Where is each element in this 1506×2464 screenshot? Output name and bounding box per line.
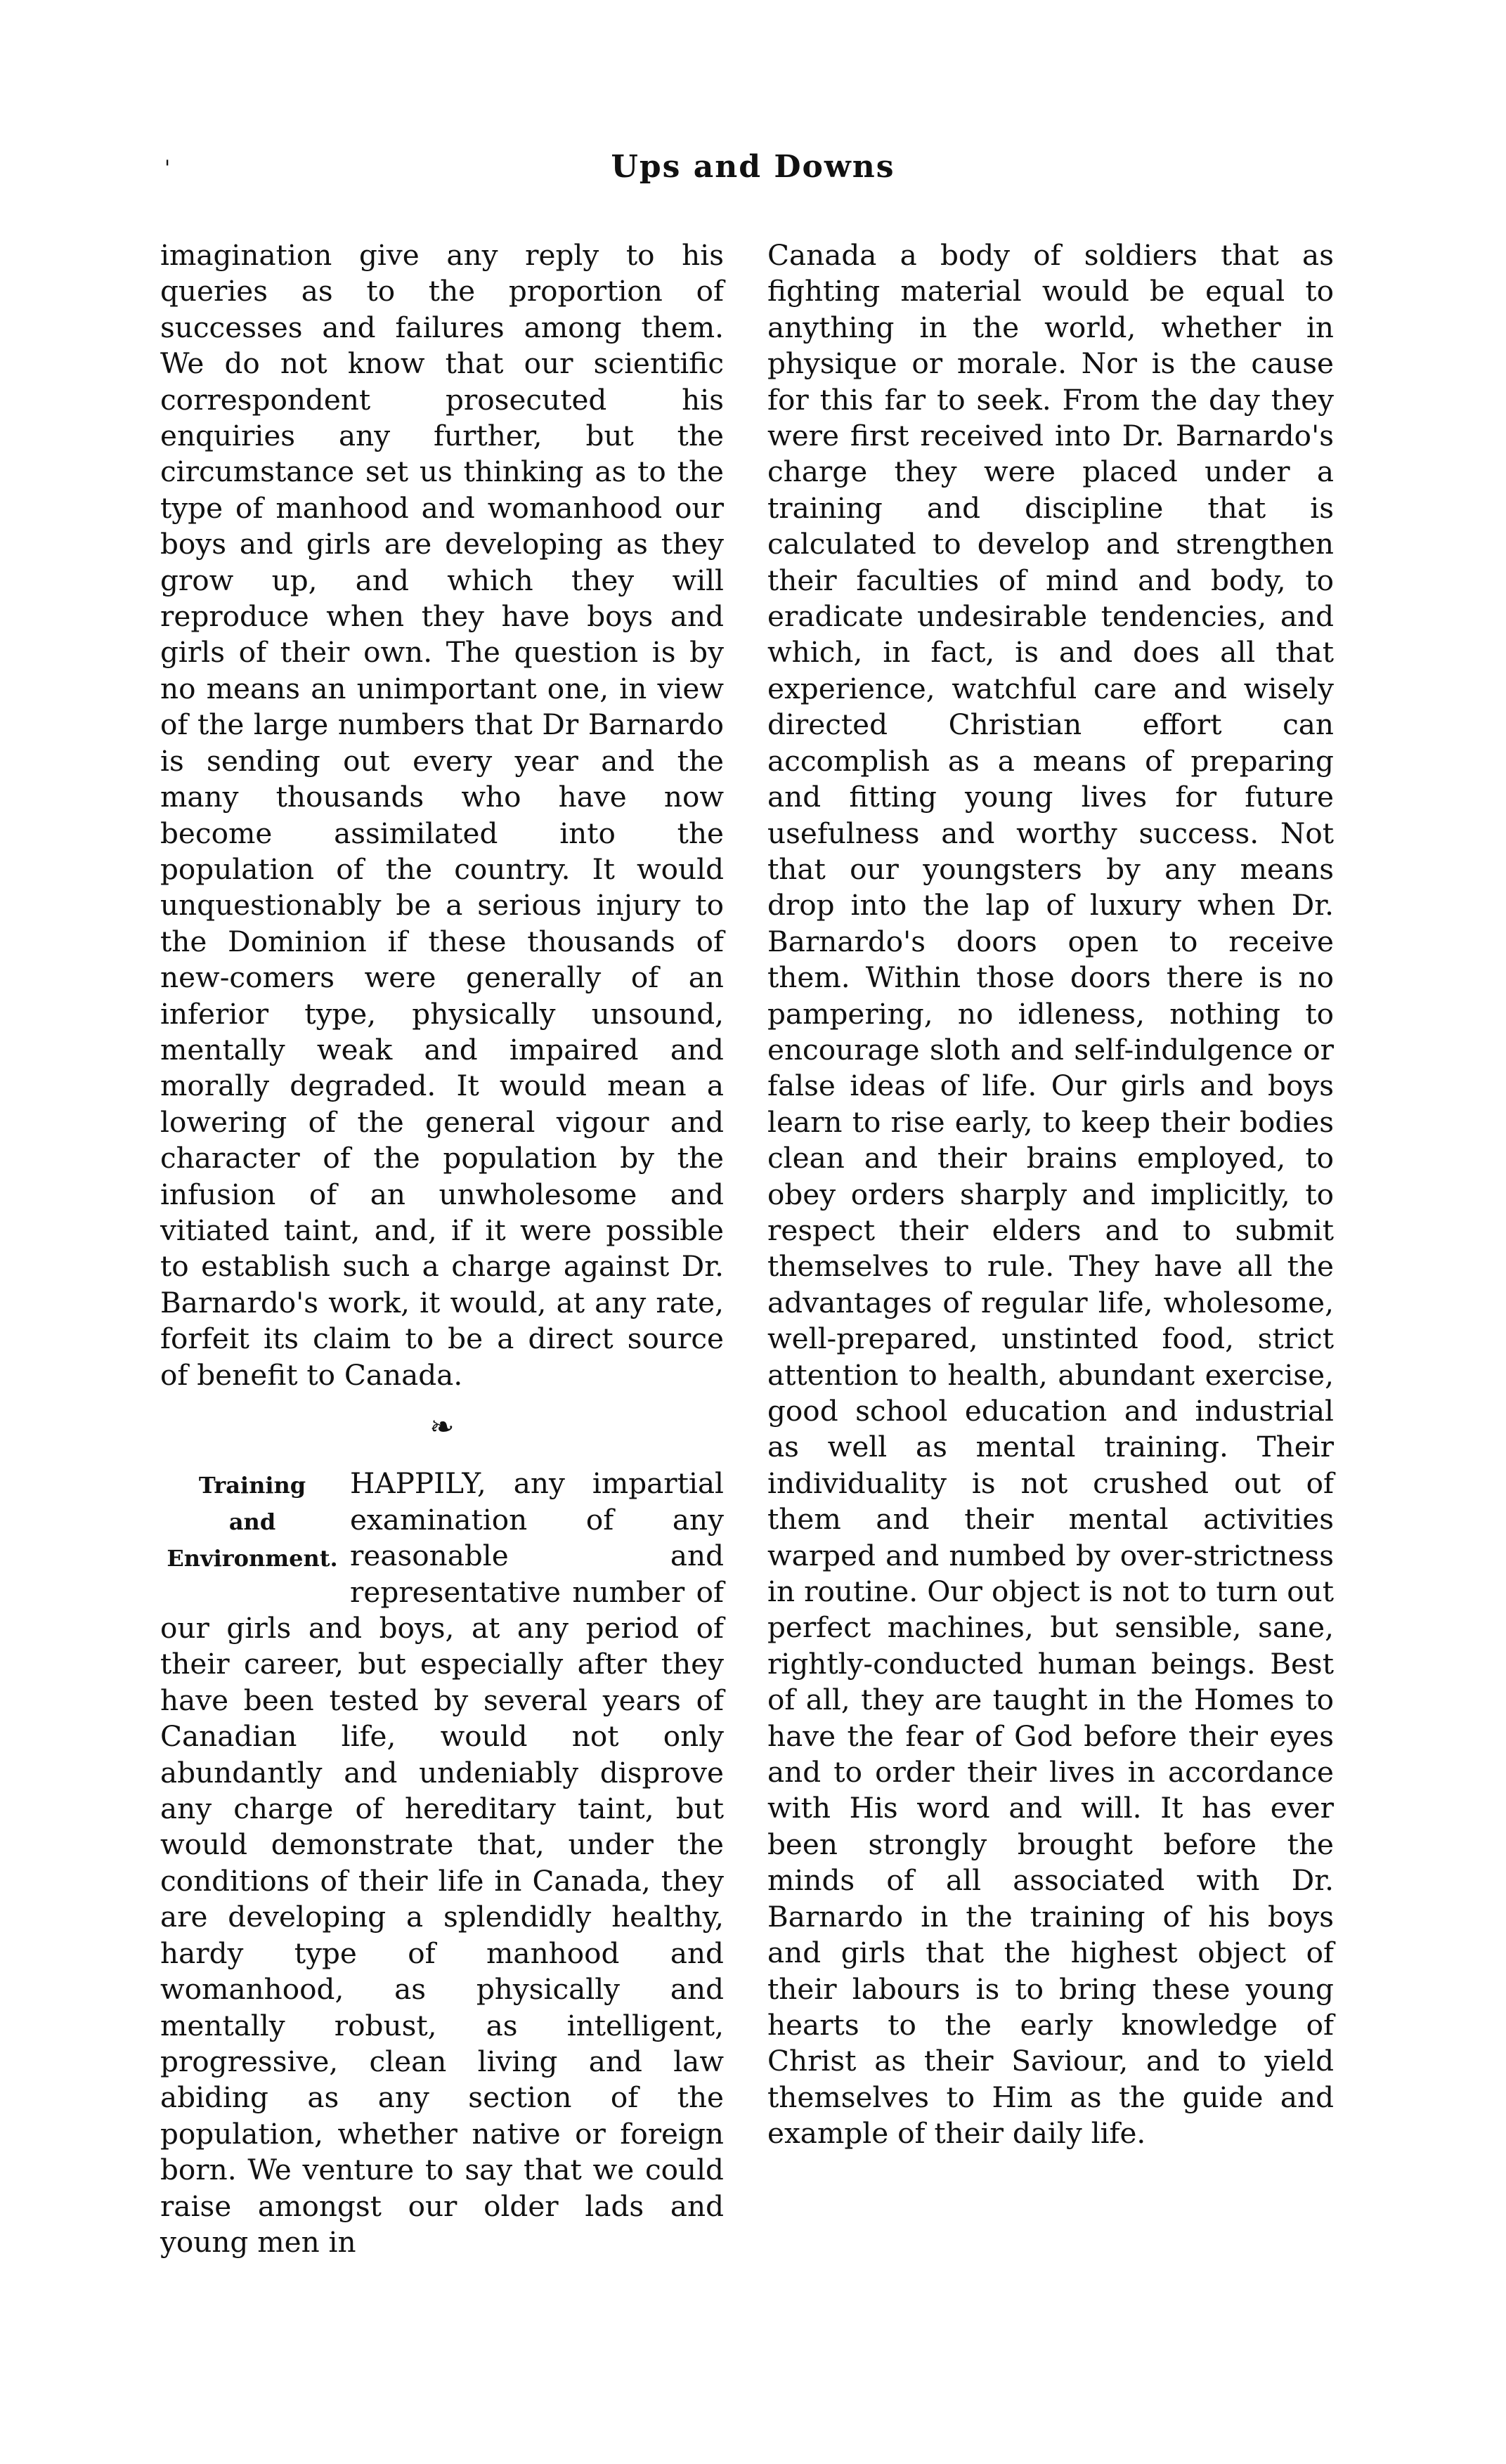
fleuron-ornament: ❧ bbox=[429, 1409, 455, 1444]
side-heading bbox=[160, 1467, 344, 1577]
margin-mark: ' bbox=[164, 156, 171, 181]
left-paragraph-1: imagination give any reply to his queries as to the proportion of successes and failures among them. We do not know that our scientific correspondent prosecuted his enquiries any further, but the circumstance set us thinking as to the type of manhood and womanhood our boys and girls are developing as they grow up, and which they will reproduce when they have boys and girls of their own. The question is by no means an unimportant one, in view of the large numbers that Dr Barnardo is sending out every year and the many thousands who have now become assimilated into the population of the country. It would unquestionably be a serious injury to the Dominion if these thousands of new-comers were generally of an inferior type, physically unsound, mentally weak and impaired and morally degraded. It would mean a lowering of the general vigour and character of the population by the infusion of an unwholesome and vitiated taint, and, if it were possible to establish such a charge against Dr. Barnardo's work, it would, at any rate, forfeit its claim to be a direct source of benefit to Canada. bbox=[160, 238, 724, 1392]
side-heading-line-1: Training bbox=[198, 1472, 306, 1499]
running-header: Ups and Downs bbox=[611, 149, 895, 185]
left-column bbox=[160, 237, 724, 2260]
right-paragraph: Canada a body of soldiers that as fighting material would be equal to anything in the world, whether in physique or morale. Nor is the cause for this far to seek. From the day they were first received into Dr. Barnardo's charge they were placed under a training and discipline that is calculated to develop and strengthen their faculties of mind and body, to eradicate undesirable tendencies, and which, in fact, is and does all that experience, watchful care and wisely directed Christian effort can accomplish as a means of preparing and fitting young lives for future usefulness and worthy success. Not that our youngsters by any means drop into the lap of luxury when Dr. Barnardo's doors open to receive them. Within those doors there is no pampering, no idleness, nothing to encourage sloth and self-indulgence or false ideas of life. Our girls and boys learn to rise early, to keep their bodies clean and their brains employed, to obey orders sharply and implicitly, to respect their elders and to submit themselves to rule. They have all the advantages of regular life, wholesome, well-prepared, unstinted food, strict attention to health, abundant exercise, good school education and industrial as well as mental training. Their individuality is not crushed out of them and their mental activities warped and numbed by over-strictness in routine. Our object is not to turn out perfect machines, but sensible, sane, rightly-conducted human beings. Best of all, they are taught in the Homes to have the fear of God before their eyes and to order their lives in accordance with His word and will. It has ever been strongly brought before the minds of all associated with Dr. Barnardo in the training of his boys and girls that the highest object of their labours is to bring these young hearts to the early knowledge of Christ as their Saviour, and to yield themselves to Him as the guide and example of their daily life. bbox=[767, 238, 1334, 2151]
side-heading-line-2: and bbox=[228, 1508, 276, 1536]
right-column bbox=[767, 237, 1334, 2152]
training-section bbox=[160, 1466, 724, 2260]
left-paragraph-2: HAPPILY, any impartial examination of any reasonable and representative number of our girls and boys, at any period of their career, but especially after they have been tested by several years of Canadian life, would not only abundantly and undeniably disprove any charge of hereditary taint, but would demonstrate that, under the conditions of their life in Canada, they are developing a splendidly healthy, hardy type of manhood and womanhood, as physically and mentally robust, as intelligent, progressive, clean living and law abiding as any section of the population, whether native or foreign born. We venture to say that we could raise amongst our older lads and young men in bbox=[160, 1466, 724, 2259]
side-heading-line-3: Environment. bbox=[167, 1545, 338, 1572]
